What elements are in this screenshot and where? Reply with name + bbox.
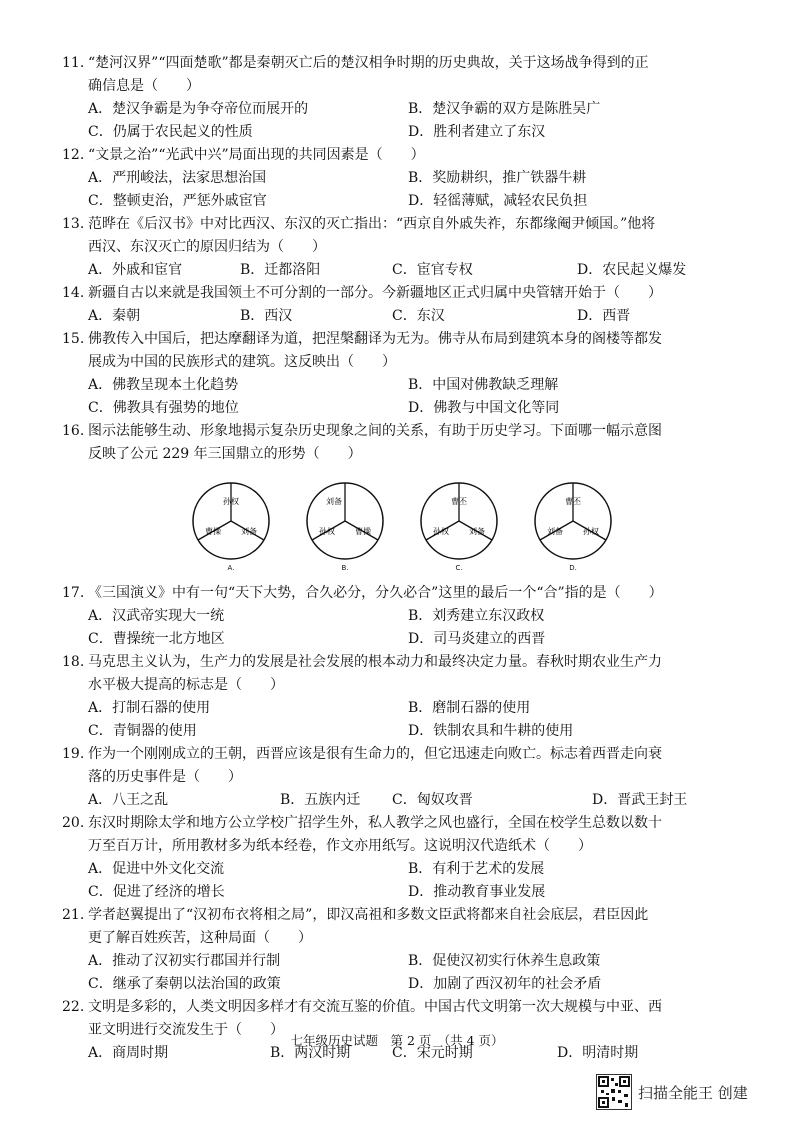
option-a: A．八王之乱 (88, 792, 169, 808)
question-20 (62, 812, 722, 904)
question-stem-continued: 万至百万计，所用教材多为纸本经卷，作文亦用纸写。这说明汉代造纸术（ ） (88, 838, 592, 854)
option-d: D．轻徭薄赋，减轻农民负担 (408, 193, 588, 209)
question-stem: 图示法能够生动、形象地揭示复杂历史现象之间的关系，有助于历史学习。下面哪一幅示意图 (88, 423, 662, 439)
question-stem-continued: 水平极大提高的标志是（ ） (88, 677, 284, 693)
pie-diagram (190, 480, 272, 562)
question-number: 11. (62, 55, 85, 71)
question-14 (62, 282, 722, 328)
option-b: B．中国对佛教缺乏理解 (408, 377, 559, 393)
option-b: B．五族内迁 (280, 792, 361, 808)
option-d: D．西晋 (577, 308, 631, 324)
kingdom-label-right: 孙权 (583, 527, 599, 536)
question-number: 18. (62, 654, 85, 670)
question-stem: 作为一个刚刚成立的王朝，西晋应该是很有生命力的，但它迅速走向败亡。标志着西晋走向衰 (88, 746, 662, 762)
scanner-watermark (596, 1074, 748, 1110)
option-b: B．迁都洛阳 (240, 262, 321, 278)
option-c: C．佛教具有强势的地位 (88, 400, 239, 416)
diagram-letter: B. (341, 564, 349, 572)
option-d: D．佛教与中国文化等同 (408, 400, 560, 416)
qr-code-icon (596, 1074, 632, 1110)
question-stem-continued: 展成为中国的民族形式的建筑。这反映出（ ） (88, 354, 396, 370)
question-stem: 佛教传入中国后，把达摩翻译为道，把涅槃翻译为无为。佛寺从布局到建筑本身的阁楼等都发 (88, 331, 662, 347)
exam-page (62, 52, 722, 1065)
question-number: 12. (62, 147, 85, 163)
question-18 (62, 651, 722, 743)
question-number: 21. (62, 907, 85, 923)
option-c: C．宋元时期 (392, 1045, 473, 1061)
question-11 (62, 52, 722, 144)
question-number: 13. (62, 216, 85, 232)
scanner-label: 扫描全能王 创建 (638, 1083, 748, 1102)
three-kingdoms-diagrams (62, 480, 722, 572)
question-number: 15. (62, 331, 85, 347)
question-stem: 新疆自古以来就是我国领土不可分割的一部分。今新疆地区正式归属中央管辖开始于（ ） (88, 285, 662, 301)
option-a: A．严刑峻法，法家思想治国 (88, 170, 267, 186)
option-d: D．加剧了西汉初年的社会矛盾 (408, 976, 602, 992)
option-b: B．刘秀建立东汉政权 (408, 608, 545, 624)
option-a: A．打制石器的使用 (88, 700, 211, 716)
kingdom-label-left: 孙权 (433, 527, 449, 536)
diagram-a (190, 480, 272, 572)
question-stem: “文景之治”“光武中兴”局面出现的共同因素是（ ） (88, 147, 425, 163)
kingdom-label-top: 刘备 (326, 497, 342, 506)
option-b: B．磨制石器的使用 (408, 700, 531, 716)
option-c: C．宦官专权 (392, 262, 473, 278)
kingdom-label-top: 孙权 (223, 497, 239, 506)
option-a: A．汉武帝实现大一统 (88, 608, 225, 624)
option-d: D．推动教育事业发展 (408, 884, 546, 900)
question-number: 14. (62, 285, 85, 301)
question-number: 20. (62, 815, 85, 831)
option-d: D．胜利者建立了东汉 (408, 124, 546, 140)
question-stem: 马克思主义认为，生产力的发展是社会发展的根本动力和最终决定力量。春秋时期农业生产力 (88, 654, 662, 670)
option-c: C．曹操统一北方地区 (88, 631, 225, 647)
question-stem-continued: 更了解百姓疾苦，这种局面（ ） (88, 930, 312, 946)
option-a: A．秦朝 (88, 308, 141, 324)
option-d: D．明清时期 (557, 1045, 639, 1061)
kingdom-label-top: 曹丕 (451, 497, 467, 506)
diagram-d (532, 480, 614, 572)
question-number: 16. (62, 423, 85, 439)
pie-diagram (304, 480, 386, 562)
option-b: B．楚汉争霸的双方是陈胜吴广 (408, 101, 601, 117)
kingdom-label-left: 刘备 (547, 527, 563, 536)
option-a: A．外戚和宦官 (88, 262, 183, 278)
kingdom-label-left: 曹操 (205, 527, 221, 536)
question-number: 19. (62, 746, 85, 762)
question-17 (62, 582, 722, 651)
option-d: D．司马炎建立的西晋 (408, 631, 546, 647)
pie-diagram (532, 480, 614, 562)
option-a: A．佛教呈现本土化趋势 (88, 377, 239, 393)
kingdom-label-right: 刘备 (469, 527, 485, 536)
question-stem-continued: 西汉、东汉灭亡的原因归结为（ ） (88, 239, 326, 255)
option-c: C．匈奴攻晋 (392, 792, 473, 808)
page-footer: 七年级历史试题 第 2 页 （共 4 页） (290, 1033, 504, 1048)
option-b: B．西汉 (240, 308, 293, 324)
option-b: B．有利于艺术的发展 (408, 861, 545, 877)
question-stem-continued: 落的历史事件是（ ） (88, 769, 242, 785)
option-b: B．促使汉初实行休养生息政策 (408, 953, 601, 969)
question-21 (62, 904, 722, 996)
question-stem: 学者赵翼提出了“汉初布衣将相之局”，即汉高祖和多数文臣武将都来自社会底层，君臣因此 (88, 907, 649, 923)
option-b: B．奖励耕织，推广铁器牛耕 (408, 170, 587, 186)
question-stem: “楚河汉界”“四面楚歌”都是秦朝灭亡后的楚汉相争时期的历史典故，关于这场战争得到的正 (88, 55, 649, 71)
question-stem: 东汉时期除太学和地方公立学校广招学生外，私人教学之风也盛行，全国在校学生总数以数十 (88, 815, 662, 831)
question-stem-continued: 反映了公元 229 年三国鼎立的形势（ ） (88, 446, 362, 462)
question-12 (62, 144, 722, 213)
question-16 (62, 420, 722, 572)
diagram-letter: C. (455, 564, 463, 572)
question-19 (62, 743, 722, 812)
question-stem-continued: 确信息是（ ） (88, 78, 200, 94)
kingdom-label-right: 刘备 (241, 527, 257, 536)
option-c: C．仍属于农民起义的性质 (88, 124, 253, 140)
pie-diagram (418, 480, 500, 562)
option-b: B．两汉时期 (270, 1045, 351, 1061)
question-15 (62, 328, 722, 420)
option-c: C．东汉 (392, 308, 445, 324)
diagram-letter: A. (227, 564, 235, 572)
kingdom-label-right: 曹操 (355, 527, 371, 536)
option-c: C．青铜器的使用 (88, 723, 197, 739)
question-number: 22. (62, 999, 85, 1015)
option-d: D．农民起义爆发 (577, 262, 687, 278)
question-stem: 文明是多彩的，人类文明因多样才有交流互鉴的价值。中国古代文明第一次大规模与中亚、西 (88, 999, 662, 1015)
question-stem: 范晔在《后汉书》中对比西汉、东汉的灭亡指出：“西京自外戚失祚，东都缘阉尹倾国。”他将 (88, 216, 656, 232)
question-13 (62, 213, 722, 282)
question-stem: 《三国演义》中有一句“天下大势，合久必分，分久必合”这里的最后一个“合”指的是（ ） (88, 585, 663, 601)
option-a: A．推动了汉初实行郡国并行制 (88, 953, 281, 969)
option-c: C．整顿吏治，严惩外戚宦官 (88, 193, 267, 209)
kingdom-label-top: 曹丕 (565, 497, 581, 506)
diagram-c (418, 480, 500, 572)
option-a: A．促进中外文化交流 (88, 861, 225, 877)
question-number: 17. (62, 585, 85, 601)
option-d: D．晋武王封王 (592, 792, 688, 808)
diagram-b (304, 480, 386, 572)
option-d: D．铁制农具和牛耕的使用 (408, 723, 574, 739)
option-a: A．楚汉争霸是为争夺帝位而展开的 (88, 101, 309, 117)
question-stem-continued: 亚文明进行交流发生于（ ） (88, 1022, 284, 1038)
option-a: A．商周时期 (88, 1045, 169, 1061)
kingdom-label-left: 孙权 (319, 527, 335, 536)
option-c: C．促进了经济的增长 (88, 884, 225, 900)
option-c: C．继承了秦朝以法治国的政策 (88, 976, 281, 992)
diagram-letter: D. (569, 564, 577, 572)
